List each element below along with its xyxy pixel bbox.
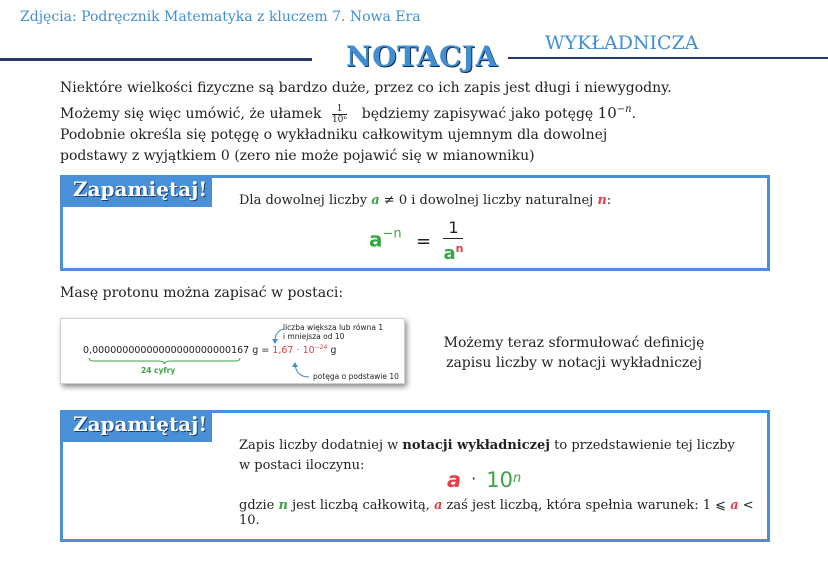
formula-den-exponent: n	[455, 242, 464, 255]
title-rule-left	[0, 58, 312, 61]
proton-mass-unit-2: g	[330, 345, 337, 357]
remember-tag: Zapamiętaj!	[60, 175, 212, 207]
condition-var-a-2: a	[730, 498, 739, 513]
rule-text-end: :	[606, 193, 612, 208]
figure-note-power: potęga o podstawie 10	[313, 372, 399, 381]
rule-var-n: n	[597, 193, 607, 208]
negative-exponent-formula	[369, 218, 463, 264]
definition-bold-term: notacji wykładniczej	[402, 438, 550, 453]
fraction-denominator: 10ⁿ	[331, 114, 348, 125]
digit-count-label: 24 cyfry	[141, 366, 176, 375]
intro-line-2-end: .	[631, 106, 637, 122]
proton-mass-figure	[60, 318, 405, 384]
proton-mass-expression	[83, 344, 336, 356]
intro-line-2-pre: Możemy się więc umówić, że ułamek	[60, 106, 322, 122]
definition-pre: Zapis liczby dodatniej w	[239, 438, 399, 453]
scientific-notation-condition	[239, 498, 759, 528]
definition-intro-line2: zapisu liczby w notacji wykładniczej	[446, 355, 702, 371]
rule-text-pre: Dla dowolnej liczby	[239, 193, 368, 208]
proton-mass-decimal: 0,00000000000000000000000167	[83, 345, 250, 357]
formula-den-base: a	[443, 243, 456, 264]
formula-exponent: −n	[382, 226, 402, 242]
proton-mass-power-exponent: −24	[314, 344, 328, 351]
page-title: NOTACJA	[346, 40, 498, 73]
formula2-ten: 10	[486, 468, 513, 492]
condition-var-n: n	[278, 498, 288, 513]
formula2-exponent: n	[513, 471, 522, 486]
rule-var-a: a	[371, 193, 380, 208]
figure-note-mantissa	[283, 323, 413, 341]
condition-mid-2: zaś jest liczbą, która spełnia warunek: 1 ⩽	[446, 498, 727, 513]
remember-box-scientific-notation	[60, 410, 770, 542]
figure-note-mantissa-line2: i mniejsza od 10	[283, 332, 345, 341]
intro-line-2	[60, 99, 760, 125]
proton-mass-mantissa: 1,67	[272, 345, 294, 357]
formula2-dot: ·	[471, 469, 477, 488]
proton-mass-label: Masę protonu można zapisać w postaci:	[60, 285, 344, 301]
intro-line-3: Podobnie określa się potęgę o wykładniku całkowitym ujemnym dla dowolnej	[60, 127, 608, 143]
negative-exponent-rule-text	[239, 193, 611, 208]
formula-denominator	[443, 239, 463, 264]
rule-text-mid: ≠ 0 i dowolnej liczby naturalnej	[383, 193, 594, 208]
fraction-one-over-ten-n	[332, 104, 347, 125]
fraction-numerator: 1	[332, 104, 347, 115]
formula-numerator: 1	[443, 218, 463, 239]
formula2-a: a	[447, 468, 462, 492]
scientific-notation-formula	[447, 468, 521, 492]
definition-post: to przedstawienie tej liczby w postaci iloczynu:	[239, 438, 735, 473]
title-rule-right	[508, 57, 828, 59]
power-base: 10	[597, 104, 617, 122]
definition-intro-text	[438, 333, 710, 373]
proton-mass-times: ·	[296, 345, 300, 357]
intro-line-2-mid: będziemy zapisywać jako potęgę	[361, 106, 594, 122]
power-ten-minus-n	[598, 104, 632, 122]
condition-mid: jest liczbą całkowitą,	[292, 498, 430, 513]
condition-var-a: a	[433, 498, 443, 513]
page-subtitle: WYKŁADNICZA	[545, 32, 699, 54]
digit-count-brace	[88, 357, 241, 365]
remember-tag-2: Zapamiętaj!	[60, 410, 212, 442]
figure-note-mantissa-line1: liczba większa lub równa 1	[283, 323, 384, 332]
intro-line-1: Niektóre wielkości fizyczne są bardzo duże, przez co ich zapis jest długi i niewygodny.	[60, 80, 672, 96]
proton-mass-equals: =	[261, 345, 270, 357]
intro-line-4: podstawy z wyjątkiem 0 (zero nie może pojawić się w mianowniku)	[60, 148, 535, 164]
power-exponent: −n	[616, 104, 632, 115]
condition-end: < 10.	[239, 498, 754, 528]
proton-mass-power	[303, 345, 328, 356]
formula-equals: =	[416, 230, 432, 252]
condition-pre: gdzie	[239, 498, 275, 513]
definition-intro-line1: Możemy teraz sformułować definicję	[443, 335, 705, 351]
formula2-power	[486, 468, 521, 492]
photo-caption: Zdjęcia: Podręcznik Matematyka z kluczem 7. Nowa Era	[20, 9, 421, 25]
remember-box-negative-exponent	[60, 175, 770, 271]
proton-mass-power-base: 10	[302, 345, 315, 357]
intro-paragraph	[60, 78, 760, 167]
formula-base: a	[369, 227, 383, 252]
formula-fraction	[443, 218, 463, 264]
proton-mass-unit: g	[252, 345, 259, 357]
